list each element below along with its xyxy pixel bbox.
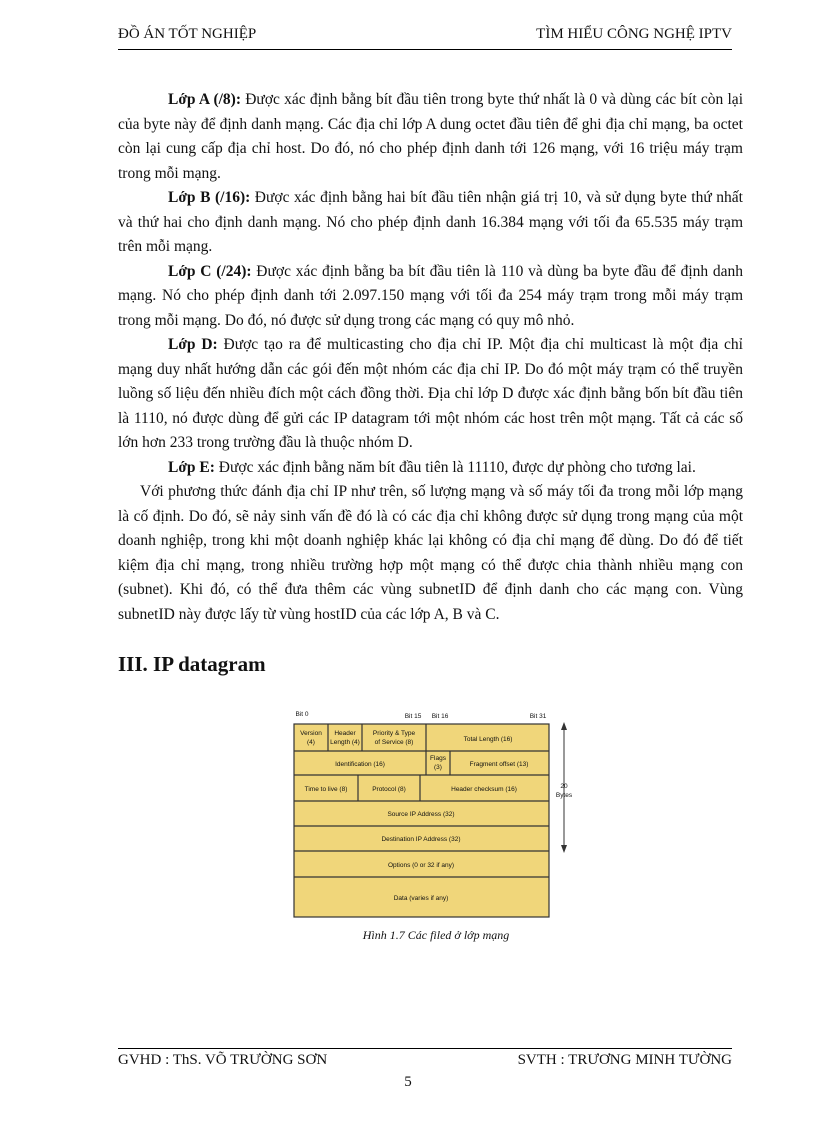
footer-left: GVHD : ThS. VÕ TRƯỜNG SƠN	[118, 1052, 328, 1068]
data-label: Data (varies if any)	[393, 895, 449, 902]
priority-label-1: Priority & Type	[372, 730, 416, 737]
source-address-label: Source IP Address (32)	[387, 811, 455, 818]
bracket-arrow-bottom	[561, 845, 567, 853]
ip-datagram-figure	[288, 706, 584, 924]
bit-0-label: Bit 0	[295, 711, 309, 718]
checksum-label: Header checksum (16)	[451, 786, 517, 793]
header-left: ĐỒ ÁN TỐT NGHIỆP	[118, 26, 257, 42]
identification-label: Identification (16)	[335, 761, 385, 768]
body-text	[118, 88, 743, 627]
ip-header-diagram	[288, 706, 584, 924]
figure-caption: Hình 1.7 Các filed ở lớp mạng	[362, 928, 510, 942]
paragraph-class-e: Lớp E: Được xác định bằng năm bít đầu tiên là 11110, được dự phòng cho tương lai.	[168, 458, 696, 476]
page-header	[118, 24, 732, 48]
footer-rule	[118, 1048, 732, 1049]
bit-15-label: Bit 15	[404, 713, 422, 720]
version-label-2: (4)	[307, 739, 315, 746]
section-heading: III. IP datagram	[118, 652, 266, 676]
flags-label-1: Flags	[430, 755, 446, 762]
ttl-label: Time to live (8)	[304, 786, 348, 793]
paragraph-class-b: Lớp B (/16): Được xác định bằng hai bít đầu tiên nhận giá trị 10, và sử dụng byte thứ nhất và thứ hai cho định danh mạng. Nó cho phép định danh 16.384 mạng với tối đa 65.535 máy trạm trên mỗi mạng.	[118, 189, 743, 255]
fragment-offset-label: Fragment offset (13)	[469, 761, 529, 768]
bytes-label-1: 20	[560, 783, 568, 790]
version-label-1: Version	[300, 730, 322, 737]
bracket-arrow-top	[561, 722, 567, 730]
options-label: Options (0 or 32 if any)	[387, 862, 455, 869]
protocol-label: Protocol (8)	[372, 786, 406, 793]
header-length-label-1: Header	[334, 730, 356, 737]
flags-label-2: (3)	[434, 764, 442, 771]
footer-right: SVTH : TRƯƠNG MINH TƯỜNG	[517, 1052, 732, 1068]
bit-31-label: Bit 31	[529, 713, 547, 720]
diagram-background	[294, 724, 549, 917]
paragraph-subnet: Với phương thức đánh địa chỉ IP như trên, số lượng mạng và số máy tối đa trong mỗi lớp mạng là cố định. Do đó, sẽ nảy sinh vấn đề đó là có các địa chỉ không được sử dụng trong mạng của một doanh nghiệp, trong khi một doanh nghiệp khác lại không có địa chỉ mạng để dùng. Do đó để tiết kiệm địa chỉ mạng, trong nhiều trường hợp một mạng có thể được chia thành nhiều mạng con (subnet). Khi đó, có thể đưa thêm các vùng subnetID để định danh cho các mạng con. Vùng subnetID này được lấy từ vùng hostID của các lớp A, B và C.	[118, 483, 743, 623]
header-right: TÌM HIỂU CÔNG NGHỆ IPTV	[536, 26, 732, 42]
header-length-label-2: Length (4)	[330, 739, 360, 746]
bytes-label-2: Bytes	[555, 792, 573, 799]
total-length-label: Total Length (16)	[463, 736, 513, 743]
paragraph-class-c: Lớp C (/24): Được xác định bằng ba bít đầu tiên là 110 và dùng ba byte đầu để định danh mạng. Nó cho phép định danh tới 2.097.150 mạng với tối đa 254 máy trạm trong mỗi máy trạm trong mỗi mạng. Do đó, nó được sử dụng trong các mạng có quy mô nhỏ.	[118, 262, 743, 329]
priority-label-2: of Service (8)	[374, 739, 414, 746]
destination-address-label: Destination IP Address (32)	[381, 836, 461, 843]
paragraph-class-a: Lớp A (/8): Được xác định bằng bít đầu tiên trong byte thứ nhất là 0 và dùng các bít còn lại của byte này để định danh mạng. Các địa chỉ lớp A dung octet đầu tiên để ghi địa chỉ mạng, ba octet còn lại cung cấp địa chỉ host. Do đó, nó cho phép định danh tới 126 mạng, với 16 triệu máy trạm trong mỗi mạng.	[118, 91, 743, 182]
header-rule	[118, 49, 732, 50]
bit-16-label: Bit 16	[431, 713, 449, 720]
page-number: 5	[404, 1074, 412, 1090]
paragraph-class-d: Lớp D: Được tạo ra để multicasting cho địa chỉ IP. Một địa chỉ multicast là một địa chỉ mạng duy nhất hướng dẫn các gói đến một nhóm các địa chỉ IP. Do đó một máy trạm có thể truyền luồng số liệu đến nhiều đích một cách đồng thời. Địa chỉ lớp D được xác định bằng bốn bít đầu tiên là 1110, nó được dùng để gửi các IP datagram tới một nhóm các host trên một mạng. Tất cả các số lớn hơn 233 trong trường đầu là thuộc nhóm D.	[118, 336, 743, 451]
